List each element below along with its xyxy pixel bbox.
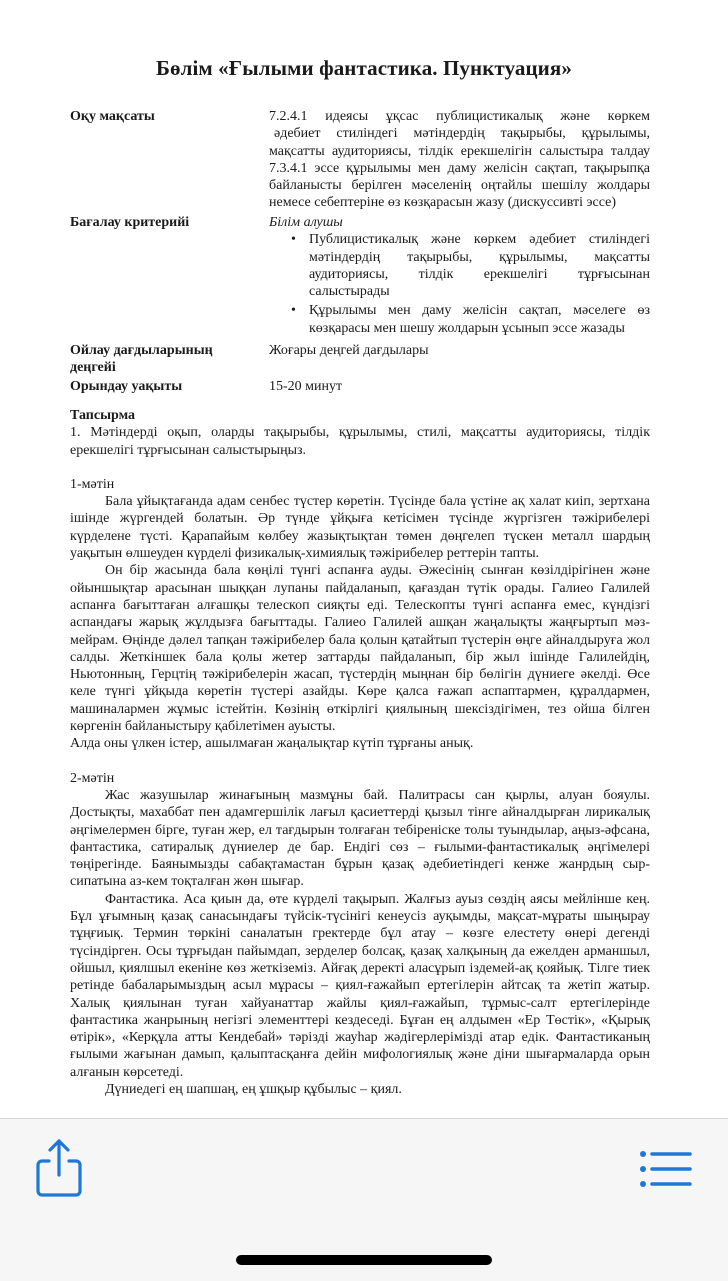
assessment-label: Бағалау критерийі — [70, 215, 190, 230]
text2-paragraph: Дүниедегі ең шапшаң, ең ұшқыр құбылыс – қиял. — [105, 1081, 402, 1097]
text2-heading: 2-мәтін — [70, 770, 115, 786]
document-body — [70, 407, 650, 1098]
text1-closing: Алда оны үлкен істер, ашылмаған жаңалықтар күтіп тұрғаны анық. — [70, 736, 474, 752]
time-label: Орындау уақыты — [70, 379, 183, 394]
list-icon — [640, 1151, 694, 1191]
text1-heading: 1-мәтін — [70, 476, 115, 492]
text1-paragraph: Он бір жасында бала көңілі түнгі аспанға ауды. Әжесінің сынған көзілдірігінен және ойыншықтар арасынан шыққан лупаны пайдаланып, қағаздан түтік орады. Галиео Галилей аспанға бағыттаған алғашқы телескоп сияқты еді. Телескопты түнгі аспанға емес, күндізгі аспандағы жарық жұлдызға бағыттады. Галиео Галилей ашқан жаңалықты жаңғыртып мәз-мейрам. Өңінде дәлел тапқан тәжірибелер бала қолын қатайтып түстерін өңге айналдыруға жол салды. Жеткіншек бала қолы жетер заттарды пайдаланып, бір жыл ішінде Галилейдің, Ньютонның, Герцтің тәжірибелерін жасап, түстердің мыңнан бір бөлігін дүниеге әкелді. Өсе келе түнгі ұйқыда көретін түстері азайды. Көре қалса ғажап аспаптармен, құралдармен, машиналармен жұмыс істейтін. Көзінің өткірлігі қиялының шексіздігімен, тез ойша білген көргенін байланыстыру қабілетімен ауысты. — [70, 563, 650, 735]
time-value: 15-20 минут — [269, 379, 343, 394]
page-title: Бөлім «Ғылыми фантастика. Пунктуация» — [156, 56, 572, 80]
assessment-intro: Білім алушы — [269, 215, 343, 230]
learning-goal-label: Оқу мақсаты — [70, 109, 155, 124]
assessment-value — [269, 214, 650, 337]
task-text: 1. Мәтіндерді оқып, оларды тақырыбы, құрылымы, стилі, мақсатты аудиториясы, тілдік ерекшелігі тұрғысынан салыстырыңыз. — [70, 425, 650, 458]
share-button[interactable] — [34, 1137, 84, 1199]
assessment-bullet: • Құрылымы мен даму желісін сақтап, мәселеге өз көзқарасы мен шешу жолдарын ұсынып эссе жазады — [309, 302, 650, 337]
home-indicator[interactable] — [236, 1255, 492, 1265]
text2-paragraph: Фантастика. Аса қиын да, өте күрделі тақырып. Жалғыз ауыз сөздің аясы мейлінше кең. Бұл ұғымның қазақ санасындағы түйсік-түсінігі кенеусіз ауқымды, мақсат-мұраты шыңырау тұңғиық. Термин төркіні саналатын гректерде бұл атау – көзге елестету өнері дегенді түсіндірген. Осы тұрғыдан пайымдап, зерделер болсақ, қазақ халқының да ежелден арманшыл, ойшыл, қиялшыл екеніне көз жеткіземіз. Айғақ деректі аласұрып іздемей-ақ қояйық. Тілге тиек ретінде бабаларымыздың асыл мұрасы – қиял-ғажайып ертегілерін айтсақ та жетіп жатыр. Халық қиялынан туған хайуанаттар жайлы қиял-ғажайып, тұрмыс-салт ертегілерінде фантастика жанрының негізгі элементтері кездеседі. Бұған ең алдымен «Ер Төстік», «Қырық өтірік», «Керқұла атты Кендебай» тәрізді жауһар жәдігерлерімізді атар едік. Фантастиканың ғылыми жағынан дамып, қалыптасқанға дейін мифологиялық және діни шығармаларда орын алғанын көрсетеді. — [70, 891, 650, 1080]
learning-goal-value: 7.2.4.1 идеясы ұқсас публицистикалық және көркем әдебиет стиліндегі мәтіндердің тақырыбы, құрылымы, мақсатты аудиториясы, тілдік ерекшелігін салыстыра талдау 7.3.4.1 эссе құрылымы мен даму желісін сақтап, тақырыпқа байланысты берілген мәселенің оңтайлы шешілу жолдары немесе себептеріне өз көзқарасын жазу (дискуссивті эссе) — [269, 109, 650, 211]
thinking-level-value: Жоғары деңгей дағдылары — [269, 343, 429, 358]
outline-button[interactable] — [640, 1151, 694, 1191]
task-heading: Тапсырма — [70, 408, 136, 423]
thinking-level-label: Ойлау дағдыларының деңгейі — [70, 343, 213, 376]
share-icon — [34, 1137, 84, 1199]
text1-paragraph: Бала ұйықтағанда адам сенбес түстер көретін. Түсінде бала үстіне ақ халат киіп, зертхана ішінде жүргендей болатын. Әр түнде ұйқыға кетісімен түсінде жүргізген тәжірибелері күрделене түсті. Қарапайым көлбеу жазықтықтан төмен дөңгелеп түскен металл шардың уақытын өлшеуден күрделі физикалық-химиялық тәжірибелер реттерін тапты. — [70, 494, 650, 562]
text2-paragraph: Жас жазушылар жинағының мазмұны бай. Палитрасы сан қырлы, алуан бояулы. Достықты, махаббат пен адамгершілік лағыл қасиеттерді қызыл тінге айналдырған лирикалық әңгімелермен бірге, туған жер, ел тағдырын толғаған тебіреніске толы туындылар, аңыз-әфсана, фантастика, сатиралық дүниелер де бар. Ендігі сөз – ғылыми-фантастикалық әңгімелері төңірегінде. Баянымызды сабақтамастан бұрын қазақ әдебиетіндегі кенже жанрдың сыр-сипатына аз-кем тоқталған жөн шығар. — [70, 787, 650, 890]
assessment-bullet: • Публицистикалық және көркем әдебиет стиліндегі мәтіндердің тақырыбы, құрылымы, мақсатты аудиториясы, тілдік ерекшелігі тұрғысынан салыстырады — [309, 231, 650, 300]
